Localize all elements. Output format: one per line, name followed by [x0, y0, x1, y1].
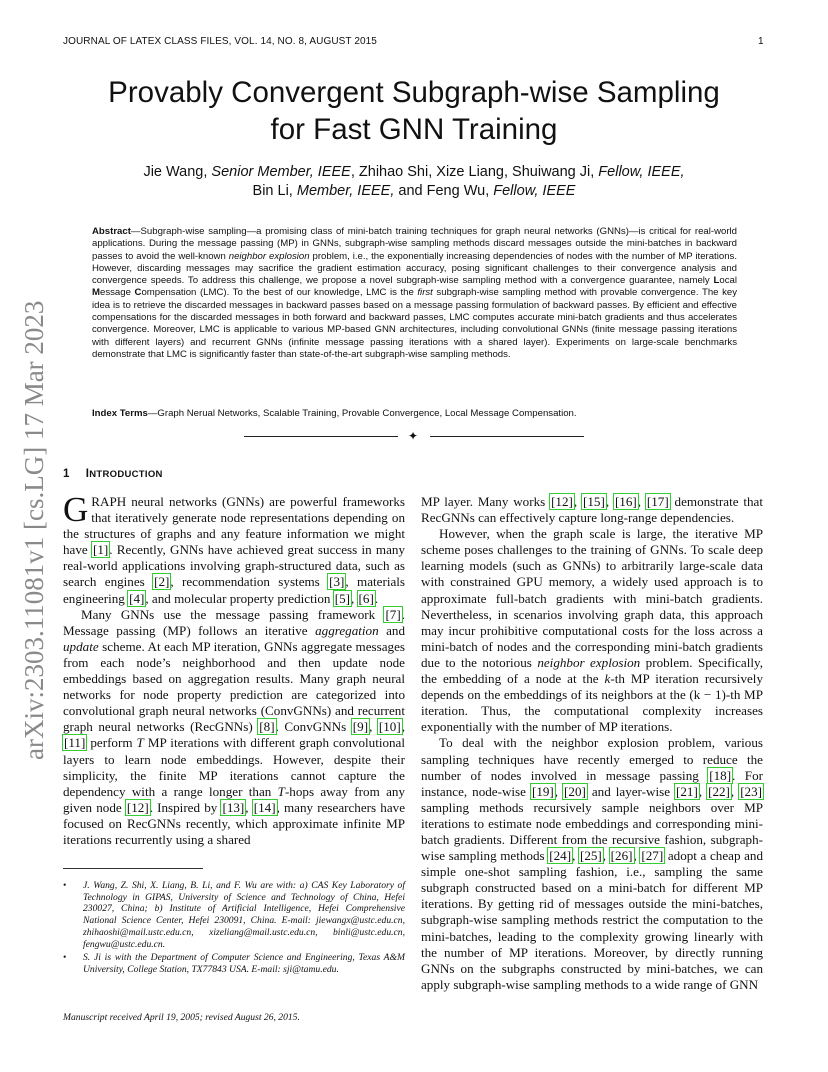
separator-diamond-icon: ✦: [408, 429, 419, 443]
citation-link[interactable]: [25]: [579, 848, 602, 864]
citation-link[interactable]: [7]: [385, 606, 401, 622]
body-text: ,: [351, 590, 358, 606]
bullet-icon: •: [63, 880, 67, 891]
citation-link[interactable]: [27]: [641, 848, 664, 864]
paragraph: [421, 494, 763, 526]
separator-rule-right: [430, 436, 584, 437]
citation-link[interactable]: [20]: [564, 783, 586, 799]
citation-link[interactable]: [18]: [709, 767, 732, 783]
paragraph: [63, 490, 405, 607]
author-names: , Zhihao Shi, Xize Liang, Shuiwang Ji,: [350, 164, 599, 180]
abstract-emphasis: neighbor explosion: [228, 250, 310, 262]
citation-link[interactable]: [16]: [614, 494, 637, 509]
body-text: Many GNNs use the message passing framework: [81, 606, 385, 622]
abstract: [92, 226, 737, 361]
author-title: Senior Member, IEEE: [211, 164, 351, 180]
body-text: . For instance, node-wise: [421, 767, 763, 799]
running-header: JOURNAL OF LATEX CLASS FILES, VOL. 14, NO. 8, AUGUST 2015: [63, 36, 377, 47]
body-text: ,: [698, 783, 708, 799]
body-text: ,: [633, 848, 641, 864]
abstract-acronym-letter: M: [92, 287, 100, 299]
citation-link[interactable]: [21]: [676, 783, 698, 799]
right-column: [421, 494, 763, 993]
footnote-item: [63, 952, 405, 975]
smallcaps-word: RAPH: [91, 494, 127, 509]
body-text: ,: [245, 799, 253, 815]
index-terms-text: —Graph Nerual Networks, Scalable Training, Provable Convergence, Local Message Compensation.: [147, 408, 577, 419]
footnotes: [63, 880, 405, 978]
citation-link[interactable]: [22]: [708, 783, 730, 799]
abstract-emphasis: first: [417, 287, 433, 299]
body-text: , many researchers have focused on RecGNNs recently, which approximate infinite MP iterations recurrently using a shared: [63, 799, 406, 847]
body-text: ,: [554, 783, 564, 799]
body-text: . Message passing (MP) follows an iterative: [63, 606, 405, 638]
math-expression: (k − 1): [689, 687, 726, 703]
section-separator: [244, 430, 584, 442]
body-text: ,: [730, 783, 740, 799]
body-text: MP layer. Many works: [421, 494, 551, 509]
body-text: problem. Specifically, the embedding of a node at the: [421, 654, 763, 687]
citation-link[interactable]: [3]: [329, 574, 345, 590]
body-text: .: [374, 590, 379, 606]
body-text: ,: [573, 494, 582, 509]
abstract-text: subgraph-wise sampling method with provable convergence. The key idea is to retrieve the discarded messages in backward passes based on a message passing formulation of backward passes. By efficient and effective compensations for the discarded messages in both forward and backward passes, LMC computes accurate mini-batch gradients and thus accelerates convergence. Moreover, LMC is applicable to various MP-based GNN architectures, including convolutional GNNs (finite message passing iterations with different layers) and recurrent GNNs (infinite message passing iterations with a shared layer). Experiments on large-scale benchmarks demonstrate that LMC is significantly faster than state-of-the-art subgraph-wise sampling methods.: [92, 287, 737, 360]
citation-link[interactable]: [12]: [551, 494, 573, 509]
math-symbol: k: [604, 671, 611, 687]
citation-link[interactable]: [15]: [583, 494, 605, 509]
title-line-2: for Fast GNN Training: [270, 113, 558, 146]
body-text: and: [378, 622, 405, 638]
author-names: and Feng Wu,: [394, 183, 494, 199]
index-terms: [92, 408, 737, 420]
paragraph: [421, 526, 763, 735]
body-text: ,: [637, 494, 646, 509]
body-text: neural networks (GNNs) are powerful frameworks that iteratively generate node representations depending on the structures of graphs and any feature information we might have: [63, 494, 405, 558]
body-text: ,: [401, 719, 405, 735]
body-text: sampling methods recursively sample neighbors over MP iterations to estimate node embeddings and corresponding mini-batch gradients. Different from the recursive fashion, subgraph-wise sampling methods: [421, 799, 763, 864]
author-list: [62, 163, 766, 201]
body-text: , materials engineering: [63, 574, 405, 606]
left-column: [63, 490, 406, 848]
body-text: -hops away from any given node: [63, 783, 405, 815]
body-text: perform: [86, 735, 137, 751]
citation-link[interactable]: [9]: [352, 719, 369, 735]
citation-link[interactable]: [1]: [92, 542, 109, 558]
body-text: scheme. At each MP iteration, GNNs aggregate messages from each node’s neighborhood and then update node embeddings based on aggregation results. Many graph neural networks for node property prediction are categorized into convolutional graph neural networks (ConvGNNs) and recurrent graph neural networks (RecGNNs): [63, 638, 405, 735]
body-text: -th MP iteration recursively depends on the embeddings of its neighbors at the: [421, 671, 763, 703]
citation-link[interactable]: [23]: [740, 783, 763, 799]
body-text: , recommendation systems: [170, 574, 329, 590]
title-line-1: Provably Convergent Subgraph-wise Sampling: [108, 76, 720, 109]
body-text: ,: [602, 848, 610, 864]
emphasis: update: [63, 638, 99, 654]
section-heading: [63, 468, 163, 480]
body-text: . Recently, GNNs have achieved great success in many real-world applications involving graph-structured data, such as search engines: [63, 542, 405, 590]
citation-link[interactable]: [14]: [253, 799, 276, 815]
body-text: MP iterations with different graph convolutional layers to learn node embeddings. However, despite their simplicity, the finite MP iterations cannot capture the dependency with a range longer than: [63, 735, 406, 799]
citation-link[interactable]: [26]: [610, 848, 633, 864]
abstract-text: —Subgraph-wise sampling—a promising class of mini-batch training techniques for graph neural networks (GNNs)—is critical for real-world applications. During the message passing (MP) in GNNs, subgraph-wise sampling methods discard messages outside the mini-batches in backward passes to avoid the well-known: [92, 226, 737, 262]
author-names: Jie Wang,: [143, 164, 212, 180]
body-text: ,: [572, 848, 579, 864]
section-number: 1: [63, 468, 70, 480]
paper-title: [62, 74, 766, 148]
author-title: Fellow, IEEE,: [598, 164, 685, 180]
citation-link[interactable]: [11]: [64, 735, 86, 751]
body-text: However, when the graph scale is large, the iterative MP scheme poses challenges to the training of GNNs. To scale deep learning models (such as GNNs) to arbitrarily large-scale data with constrained GPU memory, a widely used approach is to approximate full-batch gradients with mini-batch gradients. Nevertheless, in scenarios involving graph data, this approach may incur prohibitive computational costs for the loss across a mini-batch of nodes and the corresponding mini-batch gradients due to the notorious: [421, 526, 763, 670]
abstract-acronym-letter: C: [134, 287, 142, 299]
citation-link[interactable]: [19]: [531, 783, 554, 799]
footnote-item: [63, 880, 405, 950]
abstract-acronym-letter: L: [713, 275, 720, 287]
author-names: Bin Li,: [252, 183, 297, 199]
body-text: ,: [605, 494, 614, 509]
body-text: -th MP iteration. Thus, the computational complexity increases exponentially with the number of MP iterations.: [421, 687, 763, 735]
page-number: 1: [758, 36, 764, 47]
index-terms-label: Index Terms: [92, 408, 148, 419]
citation-link[interactable]: [2]: [154, 574, 170, 590]
footnote-text: S. Ji is with the Department of Computer Science and Engineering, Texas A&M University, College Station, TX77843 USA. E-mail: sji@tamu.edu.: [83, 952, 405, 975]
body-text: . ConvGNNs: [275, 719, 352, 735]
body-text: and layer-wise: [586, 783, 675, 799]
emphasis: neighbor explosion: [537, 654, 641, 670]
author-title: Member, IEEE,: [296, 183, 395, 199]
abstract-text: essage: [100, 287, 135, 299]
body-text: . Inspired by: [149, 799, 222, 815]
paragraph: [421, 735, 763, 993]
citation-link[interactable]: [13]: [222, 799, 245, 815]
citation-link[interactable]: [12]: [126, 799, 149, 815]
abstract-text: ocal: [719, 275, 737, 287]
body-text: , and molecular property prediction: [145, 590, 334, 606]
citation-link[interactable]: [8]: [259, 719, 275, 735]
body-text: To deal with the neighbor explosion problem, various sampling techniques have recently emerged to reduce the number of nodes involved in message passing: [421, 735, 763, 783]
separator-rule-left: [244, 436, 398, 437]
body-text: adopt a cheap and simple one-shot sampling fashion, i.e., sampling the same subgraph constructed based on a mini-batch for different MP iterations. By getting rid of messages outside the mini-batches, subgraph-wise sampling methods restrict the computation to the mini-batches, leading to the complexity growing linearly with the number of MP iterations. Moreover, by directly running GNNs on the subgraphs constructed by mini-batches, we can apply subgraph-wise sampling methods to a wide range of GNN: [421, 848, 764, 992]
citation-link[interactable]: [17]: [646, 494, 669, 509]
manuscript-note: Manuscript received April 19, 2005; revised August 26, 2015.: [63, 1012, 300, 1023]
citation-link[interactable]: [24]: [549, 848, 572, 864]
section-title-rest: NTRODUCTION: [89, 469, 163, 480]
math-symbol: T: [136, 735, 144, 751]
bullet-icon: •: [63, 952, 67, 964]
footnote-text: J. Wang, Z. Shi, X. Liang, B. Li, and F. Wu are with: a) CAS Key Laboratory of Technology in GIPAS, University of Science and Technology of China, Hefei 230027, China; b) Institute of Artificial Intelligence, Hefei Comprehensive National Science Center, Hefei 230091, China. E-mail: jiewangx@ustc.edu.cn, zhihaoshi@mail.ustc.edu.cn, xizeliang@mail.ustc.edu.cn, binli@ustc.edu.cn, fengwu@ustc.edu.cn.: [83, 880, 405, 950]
body-text: ,: [369, 719, 378, 735]
arxiv-stamp: arXiv:2303.11081v1 [cs.LG] 17 Mar 2023: [19, 300, 49, 760]
abstract-text: problem, i.e., the exponentially increasing dependencies of nodes with the number of MP iterations. However, discarding messages may sacrifice the gradient estimation accuracy, posing significant challenges to their convergence analysis and convergence speeds. To address this challenge, we propose a novel subgraph-wise sampling method with a convergence guarantee, namely: [92, 250, 737, 287]
paragraph: [63, 607, 405, 848]
footnote-rule: [63, 868, 203, 869]
section-title-initial: I: [85, 468, 90, 480]
emphasis: aggregation: [315, 622, 379, 638]
citation-link[interactable]: [4]: [129, 590, 145, 606]
abstract-label: Abstract: [92, 226, 131, 237]
author-title: Fellow, IEEE: [493, 183, 576, 199]
citation-link[interactable]: [10]: [378, 719, 401, 735]
abstract-text: ompensation (LMC). To the best of our knowledge, LMC is the: [141, 287, 418, 299]
citation-link[interactable]: [6]: [358, 590, 374, 606]
body-text: demonstrate that RecGNNs can effectively capture long-range dependencies.: [421, 494, 763, 526]
dropcap-letter: G: [63, 490, 89, 529]
citation-link[interactable]: [5]: [334, 590, 350, 606]
math-symbol: T: [277, 783, 285, 799]
